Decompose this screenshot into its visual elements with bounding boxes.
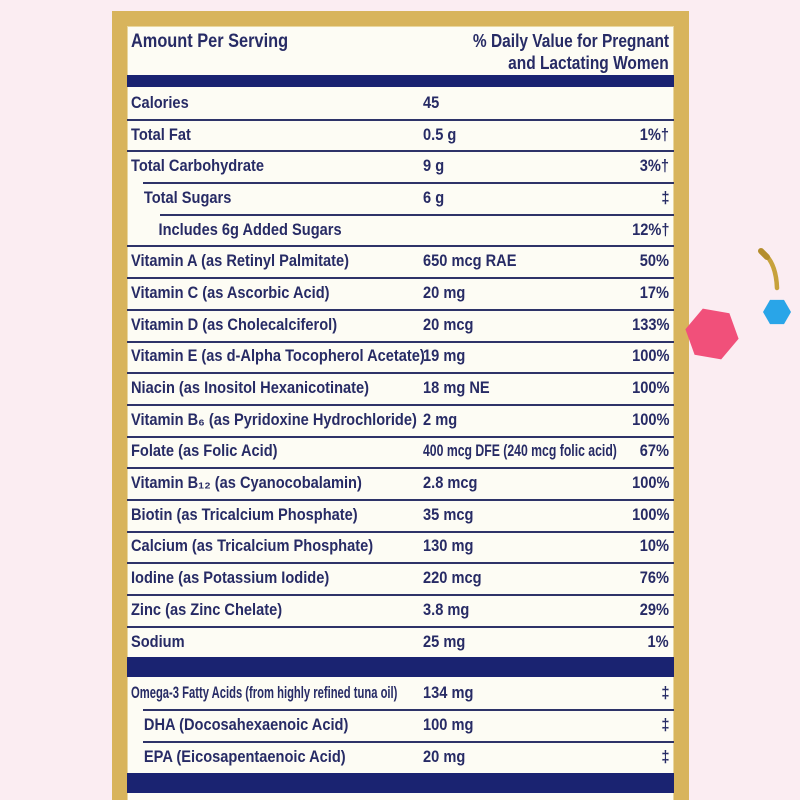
nutrient-name: Total Sugars: [143, 187, 232, 207]
nutrient-name: Vitamin C (as Ascorbic Acid): [131, 282, 330, 302]
nutrient-amount: 20 mg: [423, 747, 466, 767]
nutrient-amount: 35 mcg: [423, 504, 474, 524]
nutrient-amount: 25 mg: [423, 631, 466, 651]
table-row-vitamin-d: [127, 309, 674, 341]
nutrient-dv: 29%: [639, 599, 669, 619]
nutrient-dv: 100%: [631, 409, 669, 429]
table-row-folate: [127, 436, 674, 468]
blue-hexagon-shape: [763, 300, 791, 324]
nutrient-amount: 9 g: [423, 156, 445, 176]
nutrient-name: Calcium (as Tricalcium Phosphate): [131, 536, 374, 556]
nutrient-dv: 50%: [639, 251, 669, 271]
nutrient-dv: 1%: [647, 631, 669, 651]
nutrient-name: Total Fat: [131, 124, 191, 144]
nutrient-dv: 133%: [631, 314, 669, 334]
nutrient-name: Omega-3 Fatty Acids (from highly refined tuna oil): [131, 683, 398, 703]
nutrient-dv: 100%: [631, 473, 669, 493]
nutrient-dv: ‡: [660, 187, 669, 207]
nutrient-dv: 76%: [639, 568, 669, 588]
nutrient-dv: ‡: [660, 747, 669, 767]
table-row-vitamin-a: [127, 245, 674, 277]
nutrient-amount: 18 mg NE: [423, 378, 490, 398]
nutrient-name: Vitamin A (as Retinyl Palmitate): [131, 251, 350, 271]
nutrient-amount: 0.5 g: [423, 124, 457, 144]
table-row-vitamin-c: [127, 277, 674, 309]
nutrient-amount: 19 mg: [423, 346, 466, 366]
nutrient-name: Biotin (as Tricalcium Phosphate): [131, 504, 358, 524]
nutrient-name: Vitamin E (as d-Alpha Tocopherol Acetate): [131, 346, 425, 366]
nutrient-name: Zinc (as Zinc Chelate): [131, 599, 283, 619]
nutrient-amount: 130 mg: [423, 536, 474, 556]
nutrient-amount: 6 g: [423, 187, 445, 207]
table-row-omega3: [127, 677, 674, 709]
pink-hexagon-shape: [685, 309, 738, 360]
navy-divider-bar-bottom: [127, 773, 674, 793]
nutrient-dv: ‡: [660, 683, 669, 703]
nutrient-dv: 3%†: [639, 156, 669, 176]
nutrient-amount: 20 mg: [423, 282, 466, 302]
gold-streak-head: [761, 251, 767, 257]
nutrient-name: Folate (as Folic Acid): [131, 441, 278, 461]
table-row-calories: [127, 87, 674, 119]
nutrient-name: Includes 6g Added Sugars: [158, 219, 342, 239]
navy-divider-bar-top: [127, 75, 674, 87]
nutrient-amount: 3.8 mg: [423, 599, 470, 619]
nutrient-name: Iodine (as Potassium Iodide): [131, 568, 330, 588]
nutrient-name: Niacin (as Inositol Hexanicotinate): [131, 378, 370, 398]
nutrient-amount: 134 mg: [423, 683, 474, 703]
nutrient-name: Total Carbohydrate: [131, 156, 264, 176]
nutrient-dv: 100%: [631, 504, 669, 524]
table-row-zinc: [127, 594, 674, 626]
header-amount-per-serving: Amount Per Serving: [131, 31, 289, 52]
header-daily-value: % Daily Value for Pregnant and Lactating Women: [472, 31, 669, 73]
nutrient-amount: 220 mcg: [423, 568, 482, 588]
gold-streak-shape: [761, 251, 777, 288]
nutrient-amount: 20 mcg: [423, 314, 474, 334]
nutrient-dv: 100%: [631, 346, 669, 366]
nutrient-amount: 400 mcg DFE (240 mcg folic acid): [423, 441, 617, 461]
nutrient-name: Vitamin D (as Cholecalciferol): [131, 314, 338, 334]
table-row-vitamin-b6: [127, 404, 674, 436]
nutrient-amount: 100 mg: [423, 715, 474, 735]
table-row-niacin: [127, 372, 674, 404]
table-row-biotin: [127, 499, 674, 531]
table-row-dha: [127, 709, 674, 741]
table-row-calcium: [127, 531, 674, 563]
table-row-added-sugars: [127, 214, 674, 246]
table-row-sodium: [127, 626, 674, 658]
nutrient-amount: 45: [423, 92, 440, 112]
table-row-total-sugars: [127, 182, 674, 214]
nutrient-name: Calories: [131, 92, 189, 112]
supplement-facts-label: [112, 11, 689, 800]
nutrient-dv: 100%: [631, 378, 669, 398]
nutrient-amount: 2 mg: [423, 409, 458, 429]
nutrient-dv: 10%: [639, 536, 669, 556]
table-header: [127, 26, 674, 75]
navy-divider-bar-middle: [127, 657, 674, 677]
table-row-epa: [127, 741, 674, 773]
nutrient-dv: ‡: [660, 715, 669, 735]
nutrient-name: Sodium: [131, 631, 185, 651]
table-row-vitamin-b12: [127, 467, 674, 499]
table-row-iodine: [127, 562, 674, 594]
nutrient-name: DHA (Docosahexaenoic Acid): [143, 715, 349, 735]
table-row-total-fat: [127, 119, 674, 151]
table-row-vitamin-e: [127, 341, 674, 373]
nutrient-amount: 650 mcg RAE: [423, 251, 517, 271]
nutrient-name: Vitamin B₁₂ (as Cyanocobalamin): [131, 473, 362, 493]
nutrient-amount: 2.8 mcg: [423, 473, 478, 493]
nutrient-dv: 12%†: [631, 219, 669, 239]
nutrient-name: Vitamin B₆ (as Pyridoxine Hydrochloride): [131, 409, 417, 429]
nutrient-name: EPA (Eicosapentaenoic Acid): [143, 747, 346, 767]
nutrient-dv: 67%: [639, 441, 669, 461]
table-row-total-carbohydrate: [127, 150, 674, 182]
label-interior: [127, 26, 674, 800]
nutrient-dv: 17%: [639, 282, 669, 302]
nutrient-dv: 1%†: [639, 124, 669, 144]
